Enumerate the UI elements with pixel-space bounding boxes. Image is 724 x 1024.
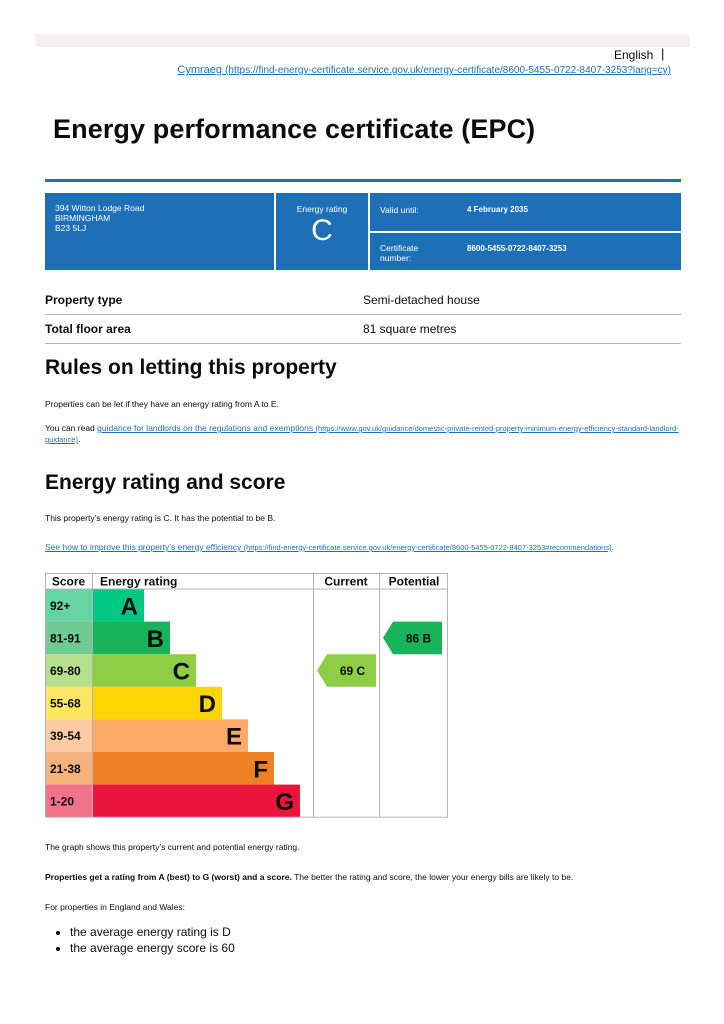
language-separator: | xyxy=(661,46,665,61)
certificate-number-value: 8600-5455-0722-8407-3253 xyxy=(467,244,567,253)
score-range-g: 1-20 xyxy=(50,794,75,809)
band-bar-f xyxy=(92,752,274,785)
letting-guidance-text: You can read xyxy=(45,423,98,433)
band-letter-a: A xyxy=(120,593,138,621)
property-type-value: Semi-detached house xyxy=(363,293,480,307)
band-letter-c: C xyxy=(172,658,190,686)
letting-paragraph: Properties can be let if they have an energy rating from A to E. xyxy=(45,399,279,409)
valid-until-value: 4 February 2035 xyxy=(467,205,528,214)
score-range-b: 81-91 xyxy=(50,631,81,646)
rating-summary: This property’s energy rating is C. It has the potential to be B. xyxy=(45,513,276,523)
address-line-3: B23 5LJ xyxy=(55,223,87,233)
score-range-d: 55-68 xyxy=(50,696,81,711)
letting-guidance xyxy=(45,423,681,445)
address-line-2: BIRMINGHAM xyxy=(55,213,111,223)
rating-explanation-bold: Properties get a rating from A (best) to G (worst) and a score. xyxy=(45,872,292,882)
address-box xyxy=(45,193,274,270)
energy-rating-box xyxy=(276,193,368,270)
letting-guidance-end: . xyxy=(77,434,81,444)
improve-efficiency-url[interactable]: (https://find-energy-certificate.service.gov.uk/energy-certificate/8600-5455-0722-8407-3253#recommendations) xyxy=(243,543,612,552)
band-letter-d: D xyxy=(198,691,216,719)
band-letter-f: F xyxy=(253,756,268,784)
score-range-c: 69-80 xyxy=(50,664,81,678)
title-divider xyxy=(45,179,681,182)
language-english: English xyxy=(614,48,654,62)
valid-until-box xyxy=(370,193,681,231)
potential-rating-label: 86 B xyxy=(405,631,432,646)
current-rating-label: 69 C xyxy=(339,664,366,678)
energy-rating-label: Energy rating xyxy=(296,204,348,214)
improve-efficiency-link[interactable] xyxy=(45,542,612,552)
band-bar-e xyxy=(92,719,248,752)
column-header-score: Score xyxy=(51,574,86,589)
rating-explanation-rest: The better the rating and score, the lower your energy bills are likely to be. xyxy=(291,872,574,882)
certificate-summary xyxy=(45,193,681,270)
average-score-item: • the average energy score is 60 xyxy=(70,941,235,957)
language-welsh-url[interactable]: (https://find-energy-certificate.service.gov.uk/energy-certificate/8600-5455-0722-8407-3253?lang=cy) xyxy=(225,65,671,76)
floor-area-label: Total floor area xyxy=(45,322,131,336)
average-rating-item: • the average energy rating is D xyxy=(70,925,235,941)
column-header-potential: Potential xyxy=(388,574,440,589)
floor-area-row xyxy=(45,315,681,344)
floor-area-value: 81 square metres xyxy=(363,322,457,336)
band-letter-b: B xyxy=(146,625,164,653)
language-welsh-link[interactable] xyxy=(177,64,671,76)
property-type-row xyxy=(45,286,681,315)
energy-rating-value: C xyxy=(311,214,333,247)
graph-caption: The graph shows this property’s current and potential energy rating. xyxy=(45,842,300,852)
landlord-guidance-url[interactable]: (https://www.gov.uk/guidance/domestic-private-rented-property-minimum-energy-efficiency-standard-landlord-guidance) xyxy=(45,424,679,444)
score-range-f: 21-38 xyxy=(50,761,81,776)
letting-heading: Rules on letting this property xyxy=(45,356,337,379)
language-bar xyxy=(35,34,690,47)
epc-rating-chart xyxy=(45,573,450,821)
property-details xyxy=(45,286,681,344)
rating-heading: Energy rating and score xyxy=(45,471,286,494)
column-header-energy-rating: Energy rating xyxy=(100,574,178,589)
improve-line xyxy=(45,542,681,553)
band-letter-e: E xyxy=(225,723,242,751)
average-list xyxy=(48,925,235,956)
improve-line-end: . xyxy=(611,542,614,552)
landlord-guidance-link[interactable] xyxy=(45,423,679,444)
england-wales-note: For properties in England and Wales: xyxy=(45,902,186,912)
score-range-e: 39-54 xyxy=(50,729,81,744)
column-header-current: Current xyxy=(324,574,368,589)
rating-explanation xyxy=(45,872,681,882)
property-type-label: Property type xyxy=(45,293,123,307)
page-title: Energy performance certificate (EPC) xyxy=(53,114,536,144)
language-welsh-label[interactable]: Cymraeg xyxy=(177,64,223,76)
band-bar-g xyxy=(92,785,300,818)
certificate-number-label: Certificate number: xyxy=(380,243,419,263)
valid-until-label: Valid until: xyxy=(380,205,419,215)
address-line-1: 394 Witton Lodge Road xyxy=(55,203,145,213)
landlord-guidance-link-text[interactable]: guidance for landlords on the regulations and exemptions xyxy=(97,423,314,433)
improve-efficiency-link-text[interactable]: See how to improve this property’s energy efficiency xyxy=(45,542,242,552)
score-range-a: 92+ xyxy=(50,598,71,613)
band-letter-g: G xyxy=(275,788,294,816)
certificate-number-box xyxy=(370,233,681,270)
